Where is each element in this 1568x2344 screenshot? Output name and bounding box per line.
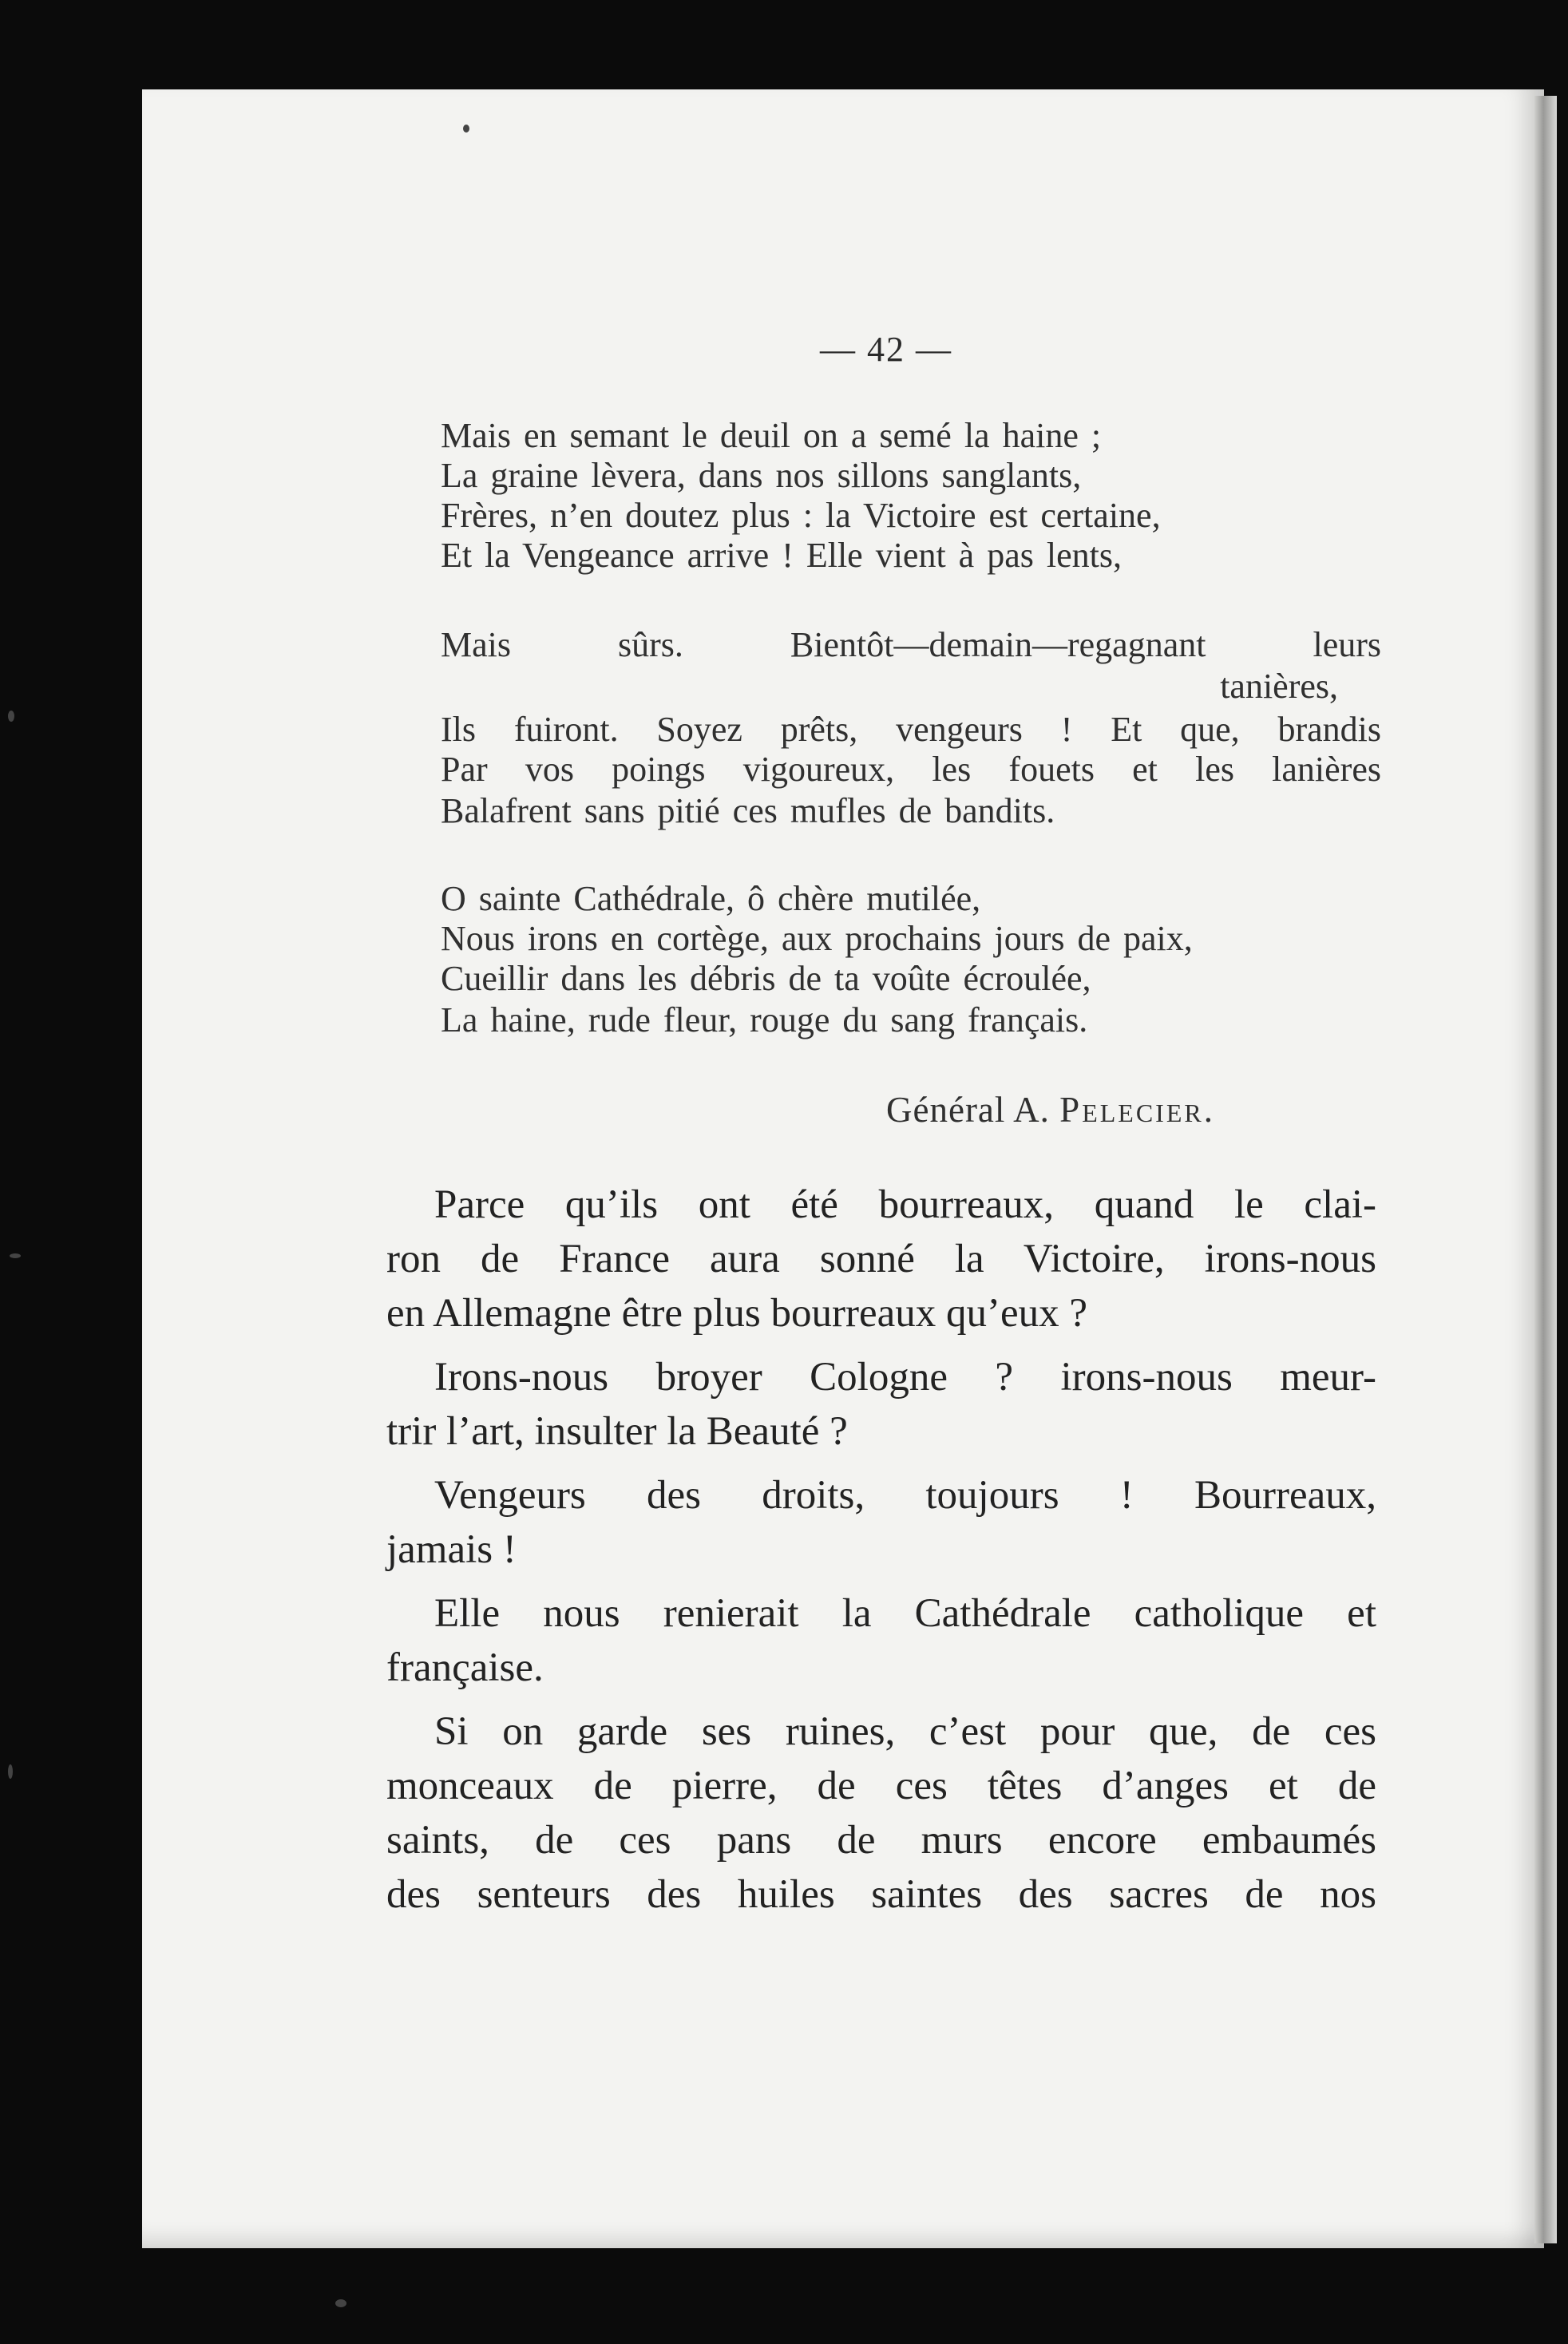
dust-speck bbox=[463, 125, 469, 133]
prose-line: Elle nous renierait la Cathédrale catholique et bbox=[434, 1591, 1376, 1636]
poem-line: La graine lèvera, dans nos sillons sanglants, bbox=[441, 456, 1082, 495]
prose-line: Parce qu’ils ont été bourreaux, quand le clai- bbox=[434, 1182, 1376, 1227]
prose-line: Si on garde ses ruines, c’est pour que, de ces bbox=[434, 1709, 1376, 1754]
poem-line: Mais sûrs. Bientôt—demain—regagnant leurs bbox=[441, 625, 1381, 664]
prose-line: en Allemagne être plus bourreaux qu’eux ? bbox=[386, 1291, 1088, 1336]
poem-line: Par vos poings vigoureux, les fouets et les lanières bbox=[441, 750, 1381, 789]
dust-speck bbox=[8, 1764, 13, 1779]
prose-line: saints, de ces pans de murs encore embaumés bbox=[386, 1818, 1376, 1863]
poem-line: O sainte Cathédrale, ô chère mutilée, bbox=[441, 879, 981, 918]
poem-signature bbox=[886, 1089, 1215, 1130]
poem-line-continuation: tanières, bbox=[1220, 667, 1338, 706]
prose-line: Vengeurs des droits, toujours ! Bourreaux, bbox=[434, 1473, 1376, 1518]
poem-line: Mais en semant le deuil on a semé la haine ; bbox=[441, 416, 1102, 455]
dust-speck bbox=[8, 711, 14, 722]
poem-line: Ils fuiront. Soyez prêts, vengeurs ! Et que, brandis bbox=[441, 710, 1381, 749]
poem-line: Cueillir dans les débris de ta voûte écroulée, bbox=[441, 959, 1091, 998]
prose-line: des senteurs des huiles saintes des sacres de nos bbox=[386, 1872, 1376, 1917]
poem-line: Nous irons en cortège, aux prochains jours de paix, bbox=[441, 919, 1193, 958]
prose-line: jamais ! bbox=[386, 1527, 517, 1572]
dust-speck bbox=[335, 2299, 346, 2307]
signature-name: Pelecier. bbox=[1059, 1090, 1215, 1130]
dust-speck bbox=[10, 1253, 21, 1258]
prose-line: monceaux de pierre, de ces têtes d’anges et de bbox=[386, 1764, 1376, 1808]
poem-line: Et la Vengeance arrive ! Elle vient à pas lents, bbox=[441, 536, 1122, 575]
poem-line: Balafrent sans pitié ces mufles de bandits. bbox=[441, 791, 1055, 830]
prose-line: Irons-nous broyer Cologne ? irons-nous meur- bbox=[434, 1355, 1376, 1400]
prose-line: française. bbox=[386, 1645, 544, 1690]
page-edge bbox=[1534, 96, 1557, 2243]
prose-line: trir l’art, insulter la Beauté ? bbox=[386, 1409, 848, 1454]
poem-line: La haine, rude fleur, rouge du sang français. bbox=[441, 1000, 1088, 1039]
page-number: — 42 — bbox=[820, 330, 952, 369]
book-page bbox=[142, 89, 1544, 2248]
prose-line: ron de France aura sonné la Victoire, irons-nous bbox=[386, 1237, 1376, 1281]
poem-line: Frères, n’en doutez plus : la Victoire est certaine, bbox=[441, 496, 1161, 535]
signature-prefix: Général A. bbox=[886, 1090, 1060, 1130]
